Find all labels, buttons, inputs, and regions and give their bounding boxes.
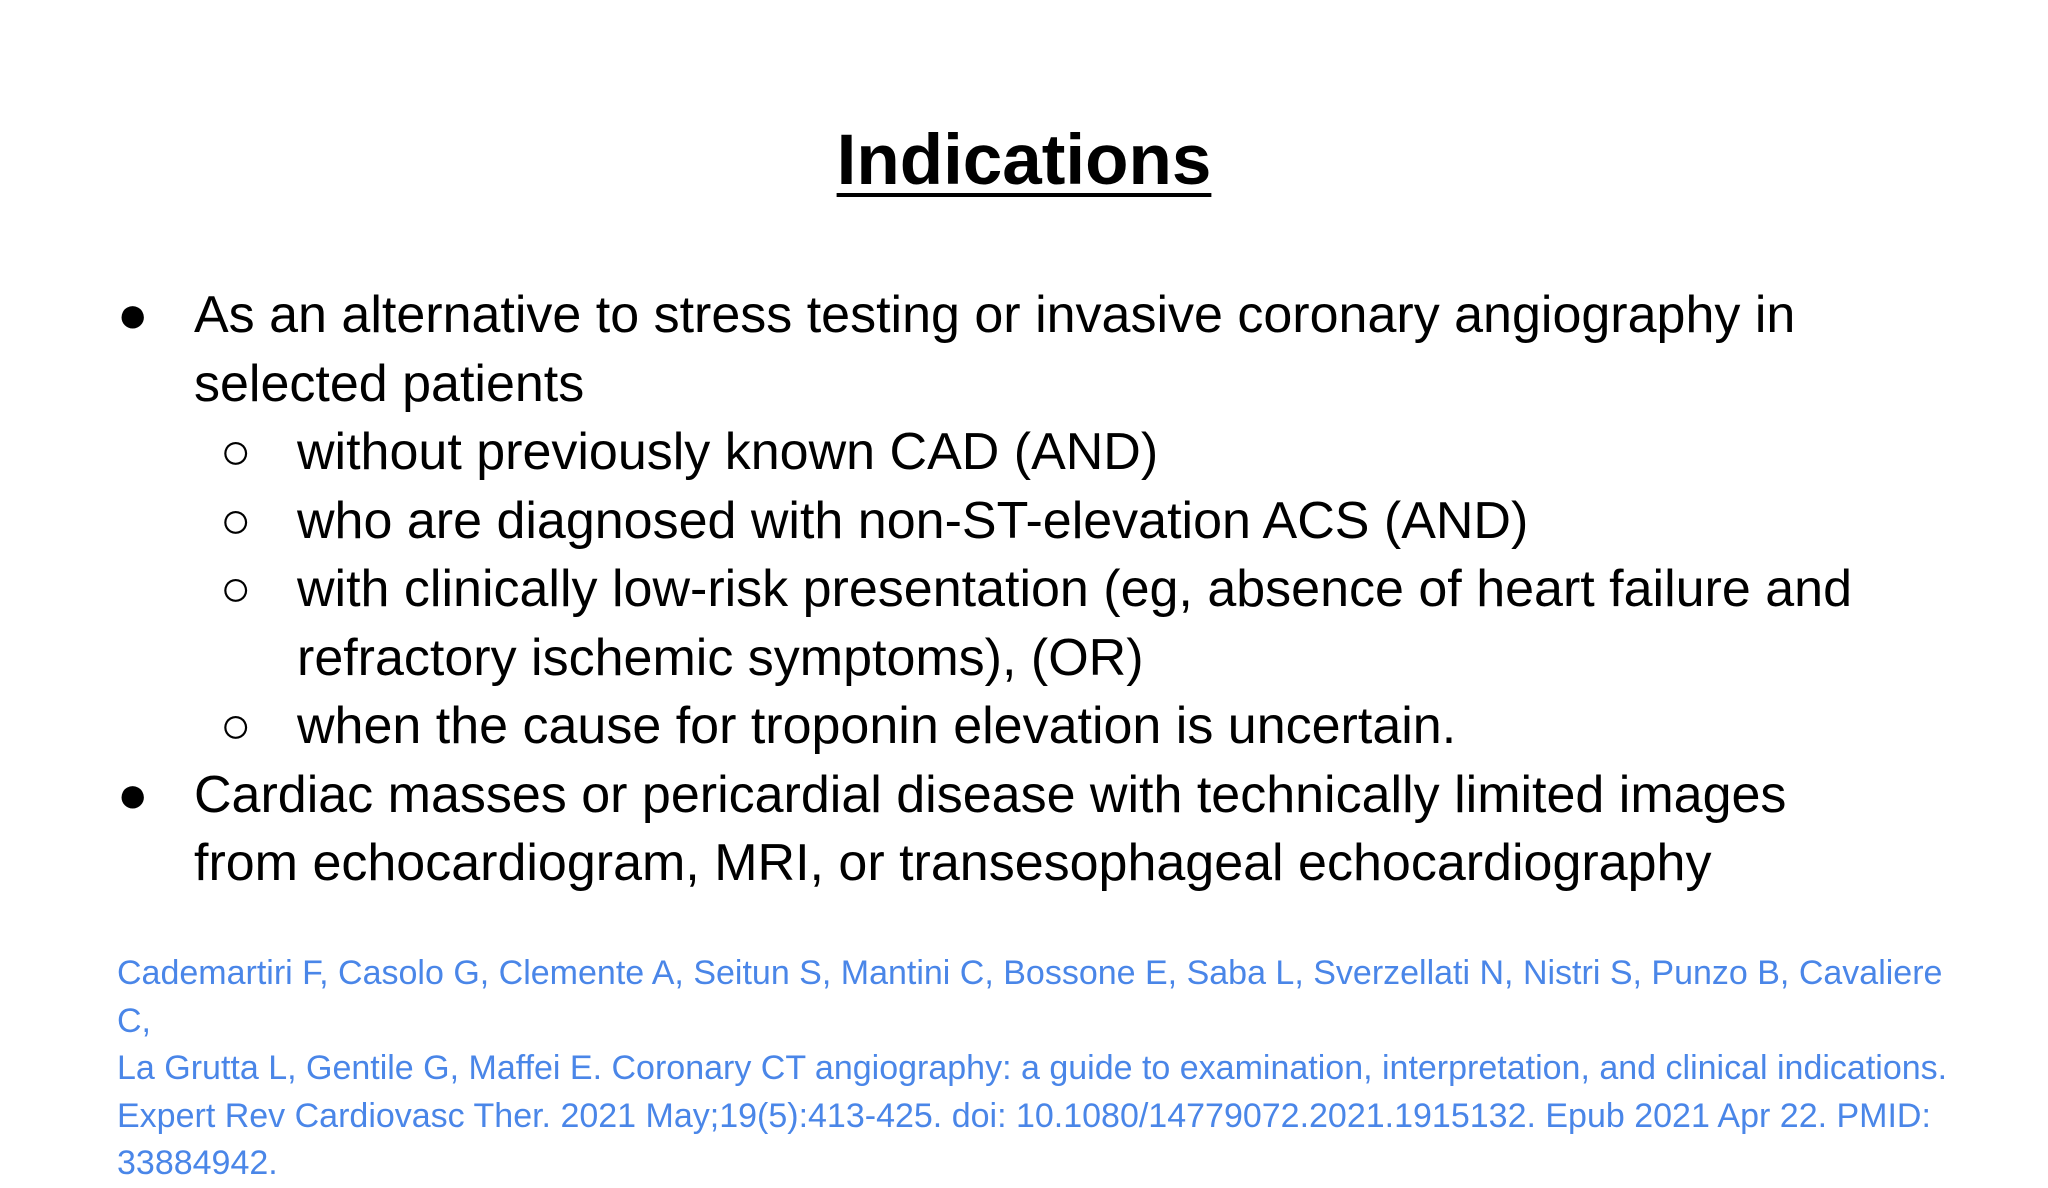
filled-circle-bullet-icon: ●	[117, 286, 149, 344]
bullet-item-cardiac-masses	[0, 761, 2048, 898]
sub-bullet-line: who are diagnosed with non-ST-elevation ACS (AND)	[297, 491, 1529, 550]
sub-bullet-item-troponin	[0, 692, 2048, 761]
bullet-line: from echocardiogram, MRI, or transesophageal echocardiography	[194, 834, 1712, 892]
bullet-item-alternative-testing	[0, 281, 2048, 418]
citation-line: Expert Rev Cardiovasc Ther. 2021 May;19(5):413-425. doi: 10.1080/14779072.2021.1915132. Epub 2021 Apr 22. PMID:	[117, 1096, 1931, 1135]
sub-bullet-line: refractory ischemic symptoms), (OR)	[297, 628, 1144, 687]
sub-bullet-text	[297, 692, 1997, 761]
bullet-text	[194, 281, 1974, 418]
sub-bullet-line: without previously known CAD (AND)	[297, 423, 1159, 481]
hollow-circle-bullet-icon: ○	[220, 697, 252, 755]
sub-bullet-line: when the cause for troponin elevation is uncertain.	[297, 697, 1457, 755]
citation-line: Cademartiri F, Casolo G, Clemente A, Seitun S, Mantini C, Bossone E, Saba L, Sverzellati N, Nistri S, Punzo B, Cavaliere C,	[117, 954, 1943, 1040]
bullet-line: Cardiac masses or pericardial disease with technically limited images	[194, 765, 1787, 824]
sub-bullet-line: with clinically low-risk presentation (eg, absence of heart failure and	[297, 560, 1852, 618]
hollow-circle-bullet-icon: ○	[220, 423, 252, 481]
sub-bullet-item-nste-acs	[0, 487, 2048, 556]
hollow-circle-bullet-icon: ○	[220, 560, 252, 618]
sub-bullet-text	[297, 418, 1997, 487]
sub-bullet-item-no-known-cad	[0, 418, 2048, 487]
sub-bullet-text	[297, 487, 1997, 556]
bullet-line: As an alternative to stress testing or invasive coronary angiography in	[194, 286, 1796, 344]
sub-bullet-text	[297, 555, 1997, 692]
citation-line: La Grutta L, Gentile G, Maffei E. Coronary CT angiography: a guide to examination, interpretation, and clinical indications.	[117, 1049, 1948, 1087]
filled-circle-bullet-icon: ●	[117, 765, 149, 824]
bullet-line: selected patients	[194, 354, 585, 413]
citation-line: 33884942.	[117, 1144, 278, 1182]
sub-bullet-item-low-risk	[0, 555, 2048, 692]
slide-title: Indications	[836, 121, 1212, 200]
bullet-list	[0, 281, 2048, 898]
hollow-circle-bullet-icon: ○	[220, 491, 252, 550]
bullet-text	[194, 761, 1974, 898]
